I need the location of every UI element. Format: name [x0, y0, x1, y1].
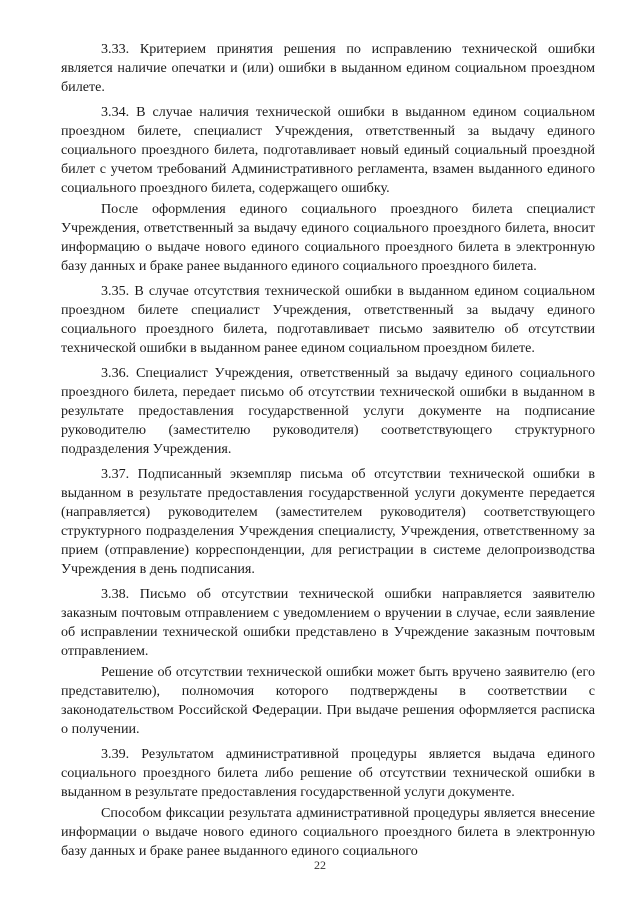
paragraph-3-39: 3.39. Результатом административной процедуры является выдача единого социального проездного билета либо решение об отсутствии технической ошибки в выданном в результате предоставления государственной услуги документе. — [61, 746, 595, 800]
page-number: 22 — [314, 858, 326, 872]
paragraph-3-38: 3.38. Письмо об отсутствии технической ошибки направляется заявителю заказным почтовым отправлением с уведомлением о вручении в случае, если заявление об исправлении технической ошибки представлено в Учреждение заказным почтовым отправлением. — [61, 586, 595, 659]
paragraph-3-39-continuation: Способом фиксации результата административной процедуры является внесение информации о выдаче нового единого социального проездного билета в электронную базу данных и браке ранее выданного единого социального — [61, 805, 595, 859]
paragraph-3-33: 3.33. Критерием принятия решения по исправлению технической ошибки является наличие опечатки и (или) ошибки в выданном едином социальном проездном билете. — [61, 41, 595, 95]
paragraph-3-35: 3.35. В случае отсутствия технической ошибки в выданном едином социальном проездном билете специалист Учреждения, ответственный за выдачу единого социального проездного билета, подготавливает письмо заявителю об отсутствии технической ошибки в выданном ранее едином социальном проездном билете. — [61, 283, 595, 356]
document-page — [61, 40, 595, 867]
paragraph-3-38-continuation: Решение об отсутствии технической ошибки может быть вручено заявителю (его представителю), полномочия которого подтверждены в соответствии с законодательством Российской Федерации. При выдаче решения оформляется расписка о получении. — [61, 664, 595, 737]
paragraph-3-34-continuation: После оформления единого социального проездного билета специалист Учреждения, ответственный за выдачу единого социального проездного билета, вносит информацию о выдаче нового единого социального проездного билета в электронную базу данных и браке ранее выданного единого социального проездного билета. — [61, 201, 595, 274]
paragraph-3-37: 3.37. Подписанный экземпляр письма об отсутствии технической ошибки в выданном в результате предоставления государственной услуги документе передается (направляется) руководителем (заместителем руководителя) соответствующего структурного подразделения Учреждения специалисту, Учреждения, ответственному за прием (отправление) корреспонденции, для регистрации в системе делопроизводства Учреждения в день подписания. — [61, 466, 595, 577]
paragraph-3-36: 3.36. Специалист Учреждения, ответственный за выдачу единого социального проездного билета, передает письмо об отсутствии технической ошибки в выданном в результате предоставления государственной услуги документе на подписание руководителю (заместителю руководителя) соответствующего структурного подразделения Учреждения. — [61, 365, 595, 457]
paragraph-3-34: 3.34. В случае наличия технической ошибки в выданном едином социальном проездном билете, специалист Учреждения, ответственный за выдачу единого социального проездного билета, подготавливает новый единый социальный проездной билет с учетом требований Административного регламента, взамен выданного единого социального проездного билета, содержащего ошибку. — [61, 104, 595, 196]
